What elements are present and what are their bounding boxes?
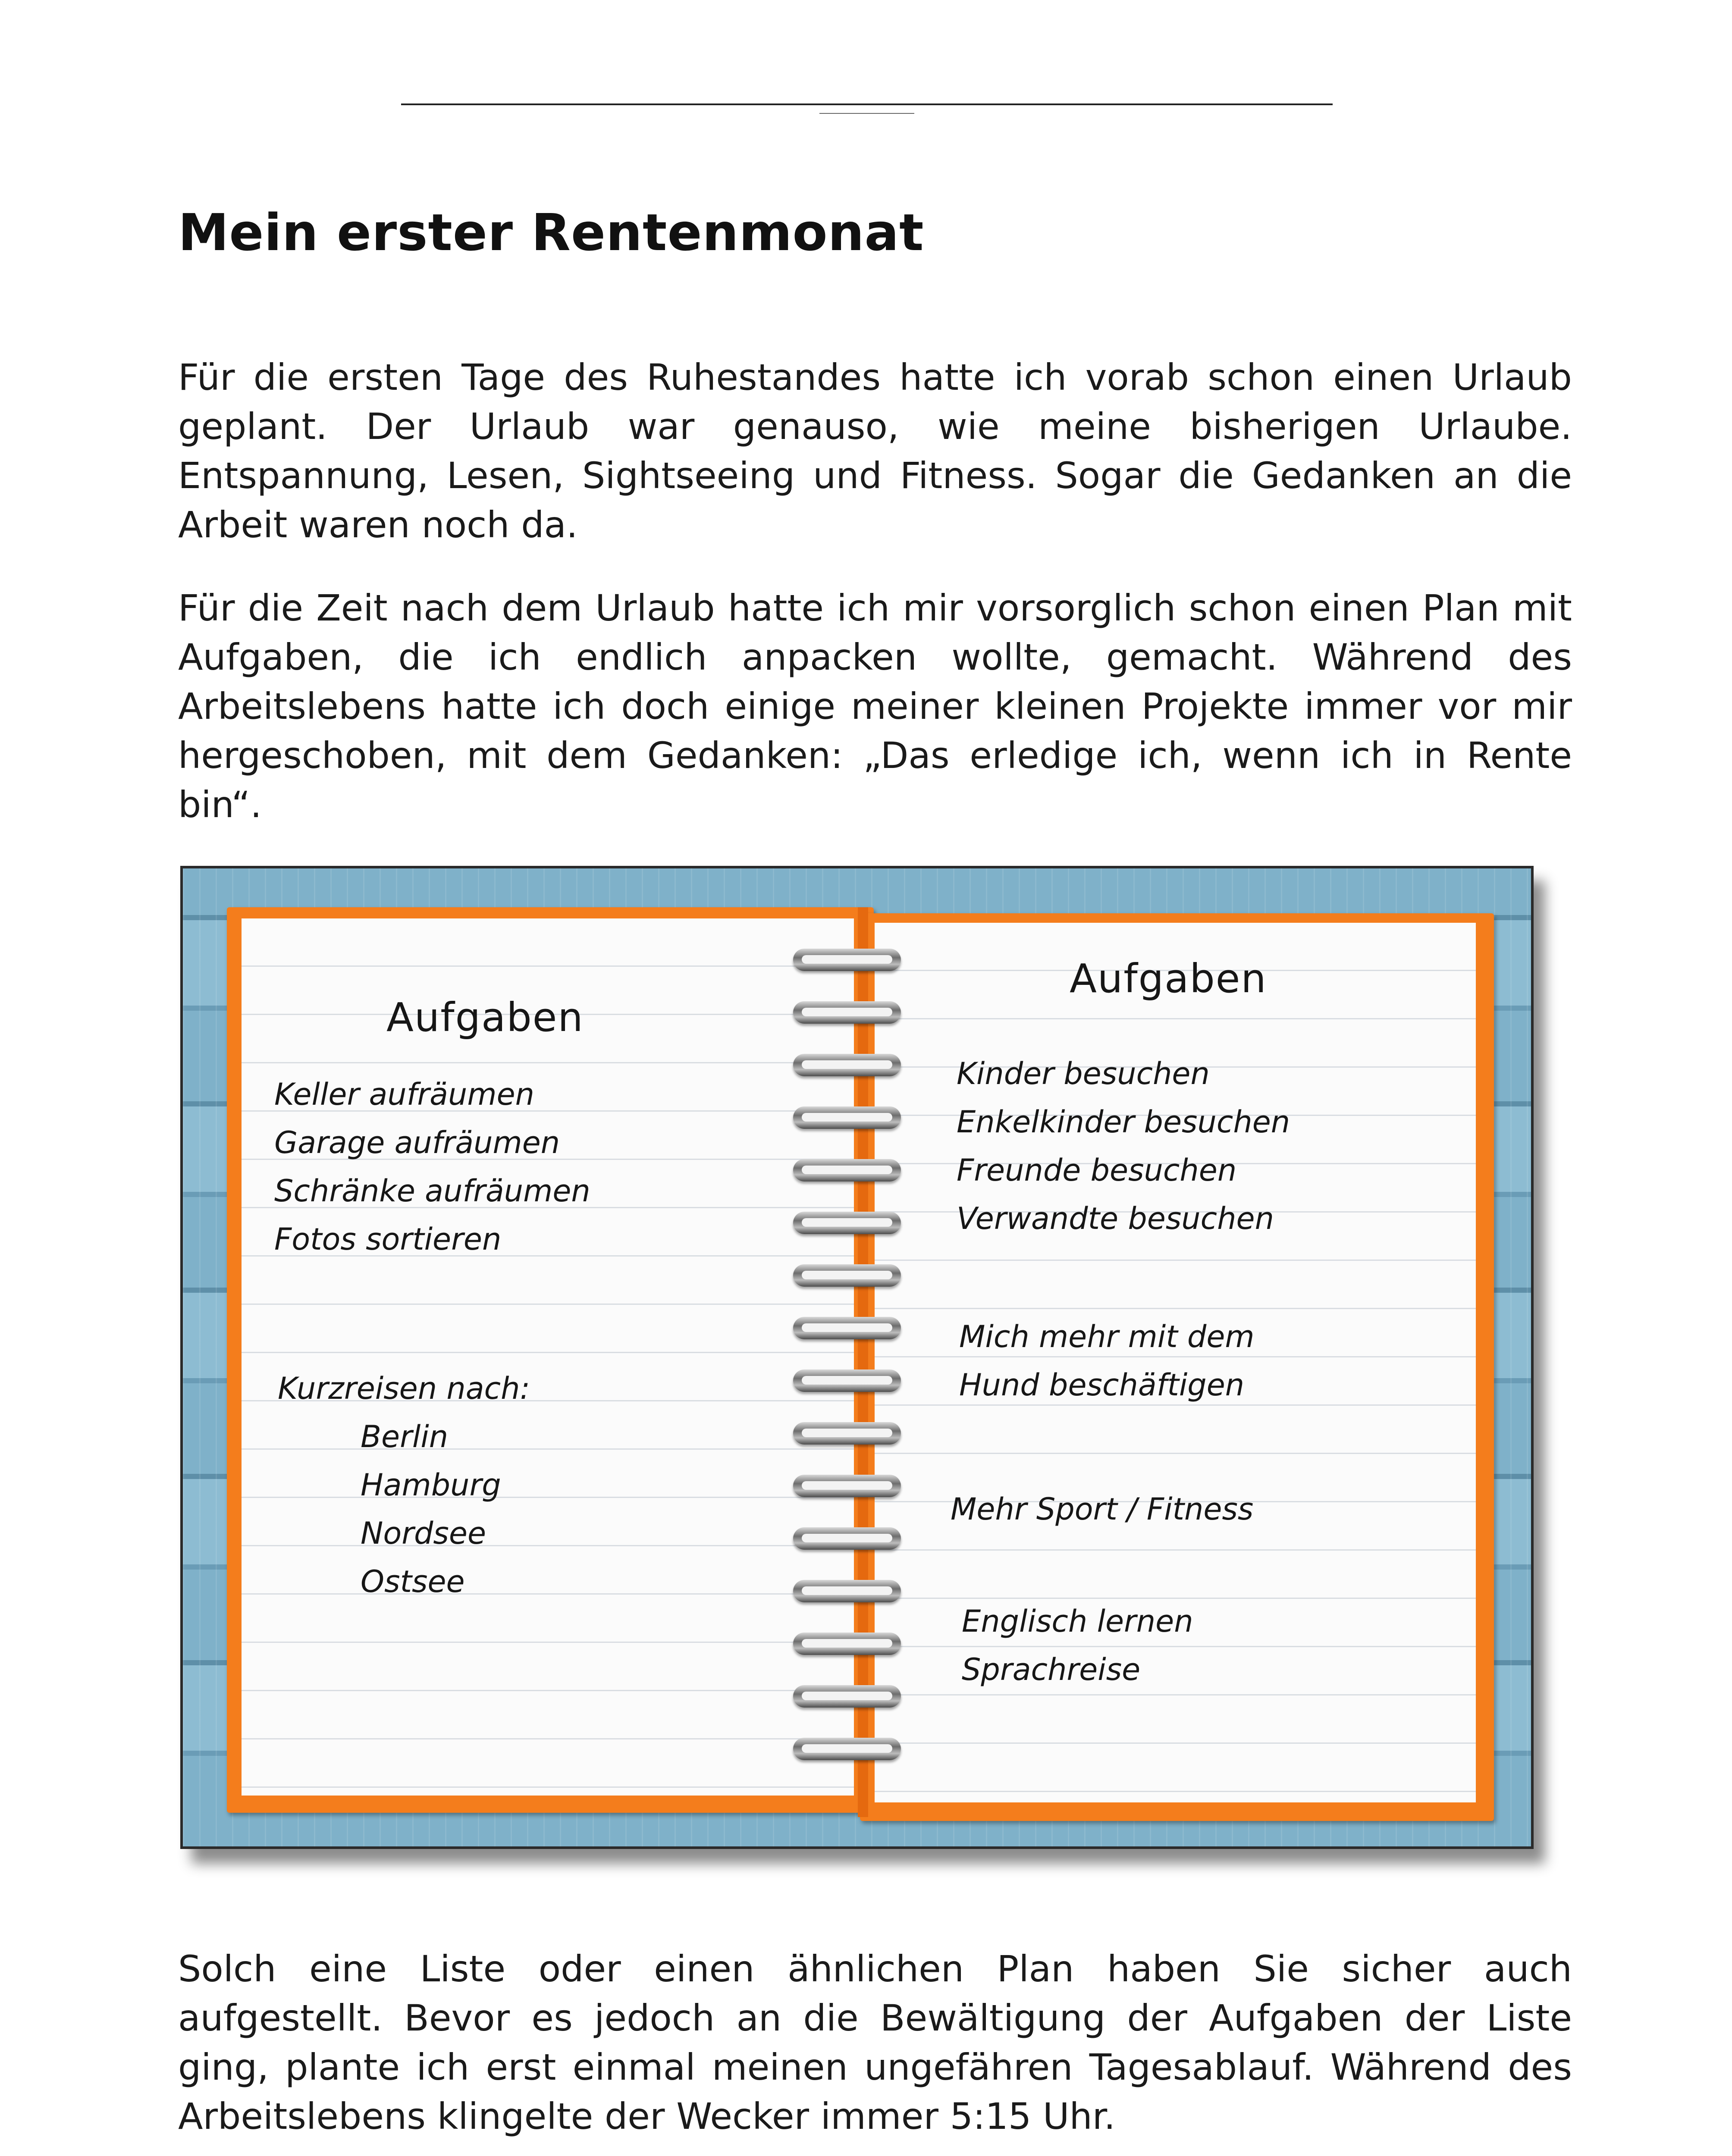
- spiral-coil: [793, 1475, 901, 1497]
- list-item: Mich mehr mit dem: [959, 1319, 1255, 1354]
- list-item: Englisch lernen: [962, 1604, 1193, 1639]
- list-item: Fotos sortieren: [274, 1222, 502, 1257]
- spiral-coil: [793, 1001, 901, 1024]
- paragraph-2: Für die Zeit nach dem Urlaub hatte ich mir vorsorglich schon einen Plan mit Aufgaben, die ich endlich anpacken wollte, gemacht. Während des Arbeitslebens hatte ich doch einige meiner kleinen Projekte immer vor mir hergeschoben, mit dem Gedanken: „Das erledige ich, wenn ich in Rente bin“.: [178, 587, 1572, 826]
- list-item: Verwandte besuchen: [957, 1201, 1274, 1236]
- spiral-coil: [793, 1738, 901, 1760]
- list-item: Hund beschäftigen: [959, 1367, 1245, 1403]
- list-item: Hamburg: [361, 1467, 501, 1503]
- spiral-coil: [793, 1159, 901, 1181]
- header-rule-short: [819, 113, 914, 114]
- english-note: [962, 1597, 1193, 1694]
- list-item: Keller aufräumen: [274, 1077, 535, 1112]
- list-item: Ostsee: [361, 1564, 465, 1599]
- spiral-coil: [793, 1317, 901, 1339]
- notebook-photo: [180, 866, 1534, 1849]
- list-item: Nordsee: [361, 1516, 486, 1551]
- notebook-page-left: [242, 918, 854, 1796]
- spiral-coil: [793, 1106, 901, 1129]
- spiral-binding: [793, 949, 910, 1768]
- spiral-coil: [793, 1633, 901, 1655]
- list-item: Sprachreise: [962, 1652, 1141, 1687]
- list-item: Kinder besuchen: [957, 1056, 1210, 1091]
- paragraph-1: Für die ersten Tage des Ruhestandes hatte ich vorab schon einen Urlaub geplant. Der Urlaub war genauso, wie meine bisherigen Urlaube. Entspannung, Lesen, Sightseeing und Fitness. Sogar die Gedanken an die Arbeit waren noch da.: [178, 356, 1572, 546]
- left-task-list: [274, 1070, 590, 1263]
- list-item: Berlin: [361, 1419, 449, 1454]
- visits-list: [957, 1050, 1290, 1243]
- spiral-coil: [793, 1054, 901, 1076]
- list-item: Freunde besuchen: [957, 1153, 1237, 1188]
- spiral-coil: [793, 1685, 901, 1708]
- spiral-coil: [793, 1264, 901, 1287]
- spiral-coil: [793, 1422, 901, 1445]
- trips-label: Kurzreisen nach:: [278, 1371, 530, 1406]
- spiral-coil: [793, 1369, 901, 1392]
- right-page-heading: Aufgaben: [1070, 956, 1267, 1002]
- spiral-coil: [793, 1527, 901, 1550]
- spiral-coil: [793, 1212, 901, 1234]
- left-page-heading: Aufgaben: [386, 994, 584, 1040]
- sport-note: Mehr Sport / Fitness: [951, 1492, 1254, 1527]
- page-title: Mein erster Rentenmonat: [178, 203, 924, 262]
- list-item: Enkelkinder besuchen: [957, 1104, 1290, 1140]
- spiral-coil: [793, 1580, 901, 1602]
- header-rule: [401, 103, 1333, 105]
- trips-list: [361, 1413, 501, 1606]
- spiral-coil: [793, 949, 901, 971]
- paragraph-3: Solch eine Liste oder einen ähnlichen Plan haben Sie sicher auch aufgestellt. Bevor es jedoch an die Bewältigung der Aufgaben der Liste ging, plante ich erst einmal meinen ungefähren Tagesablauf. Während des Arbeitslebens klingelte der Wecker immer 5:15 Uhr.: [178, 1948, 1572, 2137]
- dog-note: [959, 1313, 1255, 1409]
- list-item: Schränke aufräumen: [274, 1173, 590, 1209]
- list-item: Garage aufräumen: [274, 1125, 560, 1160]
